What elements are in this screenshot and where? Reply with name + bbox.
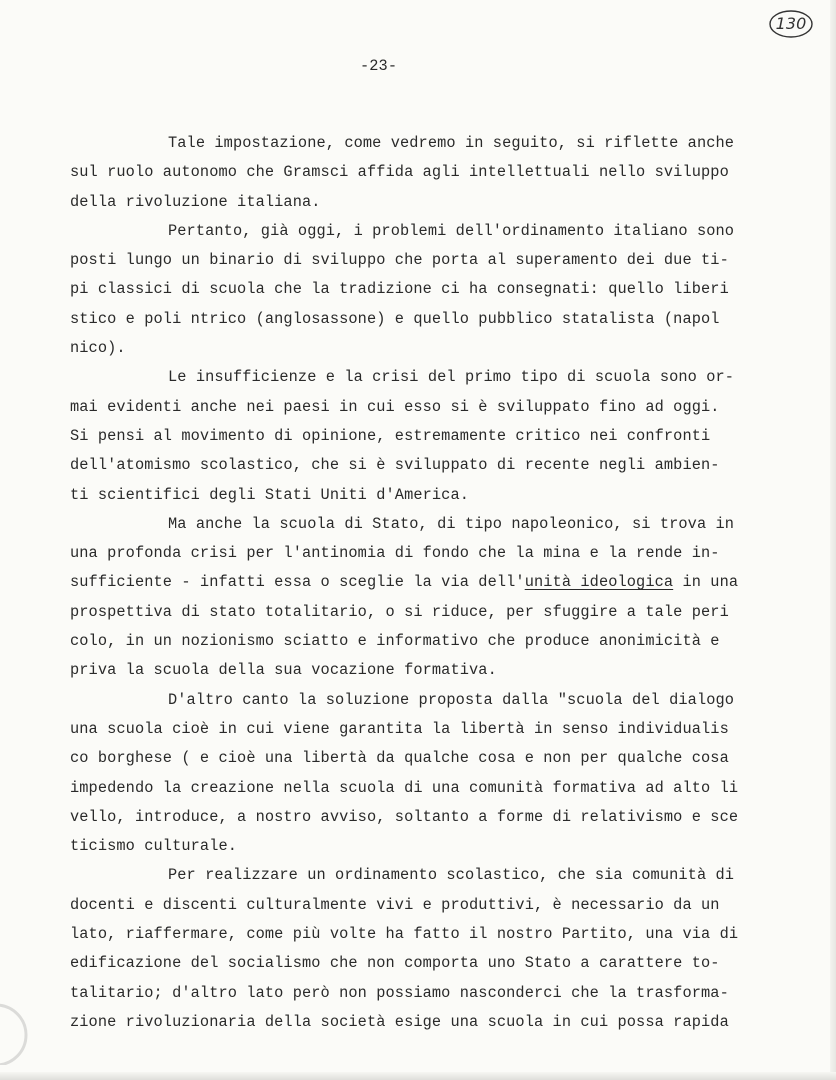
text-line: della rivoluzione italiana. xyxy=(70,192,321,211)
text-line: prospettiva di stato totalitario, o si riduce, per sfuggire a tale peri xyxy=(70,602,729,621)
text-line: docenti e discenti culturalmente vivi e produttivi, è necessario da un xyxy=(70,895,720,914)
page-bottom-edge xyxy=(0,1072,836,1080)
text-line: mai evidenti anche nei paesi in cui esso si è sviluppato fino ad oggi. xyxy=(70,397,720,416)
archive-stamp xyxy=(768,8,814,40)
page-right-edge xyxy=(830,0,836,1080)
text-line: lato, riaffermare, come più volte ha fatto il nostro Partito, una via di xyxy=(70,925,739,944)
text-line-segment: sufficiente - infatti essa o sceglie la via dell' xyxy=(70,573,525,592)
text-line: pi classici di scuola che la tradizione ci ha consegnati: quello liberi xyxy=(70,280,729,299)
archive-stamp-number: 130 xyxy=(775,14,807,33)
corner-archive-mark xyxy=(0,985,40,1065)
text-line: una scuola cioè in cui viene garantita la libertà in senso individualis xyxy=(70,719,729,738)
text-line: zione rivoluzionaria della società esige una scuola in cui possa rapida xyxy=(70,1012,729,1031)
text-line: nico). xyxy=(70,339,126,358)
underlined-phrase: unità ideologica xyxy=(524,573,674,592)
text-line: vello, introduce, a nostro avviso, soltanto a forme di relativismo e sce xyxy=(70,807,739,826)
body-text xyxy=(70,129,778,1037)
text-line: Pertanto, già oggi, i problemi dell'ordinamento italiano sono xyxy=(168,221,735,240)
text-line: ticismo culturale. xyxy=(70,837,238,856)
text-line: D'altro canto la soluzione proposta dalla "scuola del dialogo xyxy=(168,690,735,709)
text-line: colo, in un nozionismo sciatto e informativo che produce anonimicità e xyxy=(70,632,720,651)
text-line: ti scientifici degli Stati Uniti d'America. xyxy=(70,485,470,504)
text-line: posti lungo un binario di sviluppo che porta al superamento dei due ti- xyxy=(70,251,729,270)
text-line: una profonda crisi per l'antinomia di fondo che la mina e la rende in- xyxy=(70,544,720,563)
text-line: Per realizzare un ordinamento scolastico, che sia comunità di xyxy=(168,866,735,885)
text-line: sul ruolo autonomo che Gramsci affida agli intellettuali nello sviluppo xyxy=(70,163,729,182)
text-line: talitario; d'altro lato però non possiamo nasconderci che la trasforma- xyxy=(70,983,729,1002)
text-line-segment: in una xyxy=(673,573,739,592)
text-line xyxy=(70,568,778,597)
text-line: Tale impostazione, come vedremo in seguito, si riflette anche xyxy=(168,134,735,152)
text-line: Le insufficienze e la crisi del primo tipo di scuola sono or- xyxy=(168,368,735,387)
text-line: edificazione del socialismo che non comporta uno Stato a carattere to- xyxy=(70,954,720,973)
text-line: stico e poli ntrico (anglosassone) e quello pubblico statalista (napol xyxy=(70,309,720,328)
text-line: dell'atomismo scolastico, che si è sviluppato di recente negli ambien- xyxy=(70,456,720,475)
text-line: Ma anche la scuola di Stato, di tipo napoleonico, si trova in xyxy=(168,514,735,533)
text-line: co borghese ( e cioè una libertà da qualche cosa e non per qualche cosa xyxy=(70,749,729,768)
text-line: impedendo la creazione nella scuola di una comunità formativa ad alto li xyxy=(70,778,739,797)
text-line: Si pensi al movimento di opinione, estremamente critico nei confronti xyxy=(70,426,711,445)
text-line: priva la scuola della sua vocazione formativa. xyxy=(70,661,497,680)
page-number: -23- xyxy=(360,57,398,75)
